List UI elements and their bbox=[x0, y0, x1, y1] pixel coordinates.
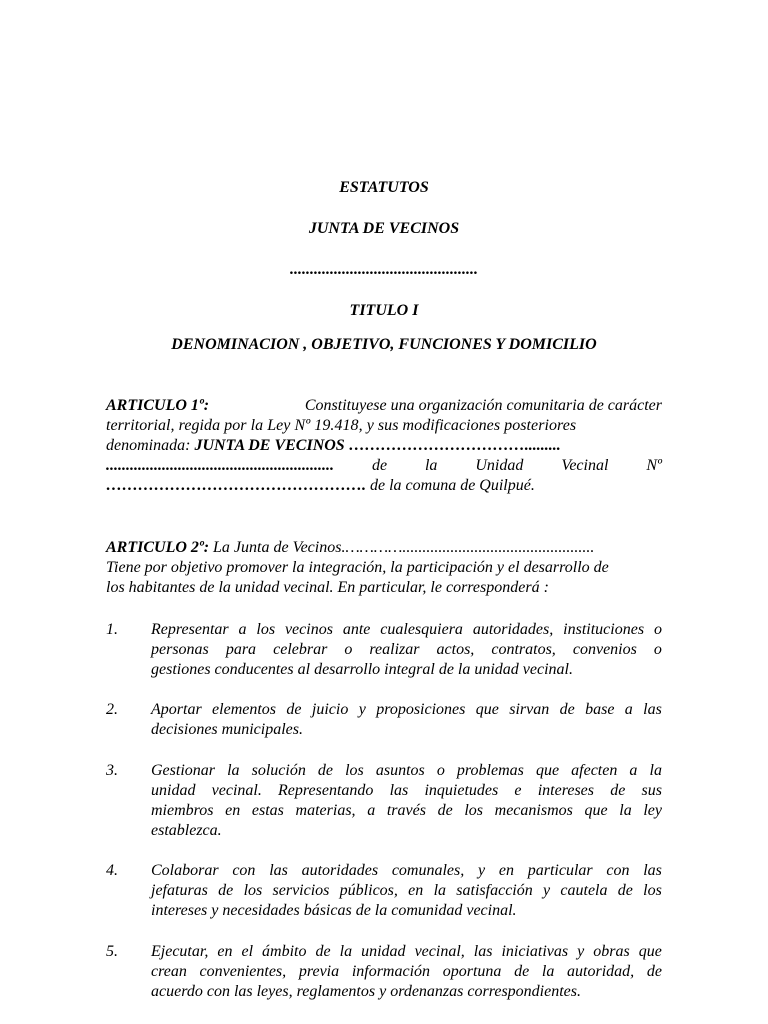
article-1-line4-dots: ......................................................... bbox=[106, 457, 334, 474]
list-item-text: Representar a los vecinos ante cualesquiera autoridades, instituciones o personas para celebrar o realizar actos, contratos, convenios o gestiones conducentes al desarrollo integral de la unidad vecinal. bbox=[151, 621, 662, 678]
article-1-line-2: territorial, regida por la Ley Nº 19.418, y sus modificaciones posteriores bbox=[106, 417, 577, 434]
article-1-comuna: de la comuna de Quilpué. bbox=[370, 477, 535, 494]
list-item-text: Gestionar la solución de los asuntos o problemas que afecten a la unidad vecinal. Representando las inquietudes e intereses de sus miembros en estas materias, a través de los mecanismos que la ley establezca. bbox=[151, 762, 662, 839]
article-1-word-unidad: Unidad bbox=[475, 457, 524, 474]
article-2-text: La Junta de Vecinos.…………................................................ bbox=[213, 539, 595, 556]
article-1-denominada: denominada: bbox=[106, 437, 191, 454]
article-1-word-numero: Nº bbox=[646, 457, 662, 474]
list-item-text: Colaborar con las autoridades comunales, y en particular con las jefaturas de los servicios públicos, en la satisfacción y cautela de los intereses y necesidades básicas de la comunidad vecinal. bbox=[151, 862, 662, 919]
article-1-line-4 bbox=[106, 456, 662, 476]
name-placeholder-dots: ............................................... bbox=[290, 261, 478, 278]
article-1-line-3 bbox=[106, 436, 662, 456]
article-1-word-la: la bbox=[424, 457, 438, 474]
article-1-line-1 bbox=[106, 396, 662, 416]
article-1-text: Constituyese una organización comunitaria de carácter bbox=[304, 397, 662, 414]
list-item-number: 4. bbox=[106, 862, 118, 879]
article-2-label: ARTICULO 2º: bbox=[106, 539, 210, 556]
section-title: TITULO I bbox=[349, 302, 419, 319]
article-2-line-1 bbox=[106, 538, 662, 558]
article-1-line-5 bbox=[106, 476, 662, 496]
list-item-number: 2. bbox=[106, 701, 118, 718]
article-1-word-de: de bbox=[371, 457, 388, 474]
article-1-junta-name: JUNTA DE VECINOS ……………………………......... bbox=[194, 437, 561, 454]
article-2 bbox=[106, 538, 662, 598]
article-1-label: ARTICULO 1º: bbox=[106, 397, 210, 414]
article-1-line5-dots: …………………………………………. bbox=[106, 477, 366, 494]
doc-subtitle-junta: JUNTA DE VECINOS bbox=[308, 220, 460, 237]
section-subtitle: DENOMINACION , OBJETIVO, FUNCIONES Y DOMICILIO bbox=[171, 336, 597, 353]
list-item-text: Ejecutar, en el ámbito de la unidad vecinal, las iniciativas y obras que crean convenientes, previa información oportuna de la autoridad, de acuerdo con las leyes, reglamentos y ordenanzas correspondientes. bbox=[151, 943, 662, 1000]
list-item-number: 3. bbox=[106, 762, 118, 779]
list-item-number: 5. bbox=[106, 943, 118, 960]
article-1-word-vecinal: Vecinal bbox=[561, 457, 609, 474]
list-item-1-line-2: personas para celebrar o realizar actos, contratos, convenios o bbox=[151, 641, 662, 658]
article-2-line-3: los habitantes de la unidad vecinal. En particular, le corresponderá : bbox=[106, 579, 549, 596]
article-2-line-2: Tiene por objetivo promover la integración, la participación y el desarrollo de bbox=[106, 559, 609, 576]
doc-title: ESTATUTOS bbox=[339, 179, 429, 196]
article-1 bbox=[106, 396, 662, 496]
list-item-number: 1. bbox=[106, 621, 118, 638]
list-item-text: Aportar elementos de juicio y proposiciones que sirvan de base a las decisiones municipales. bbox=[151, 701, 662, 738]
